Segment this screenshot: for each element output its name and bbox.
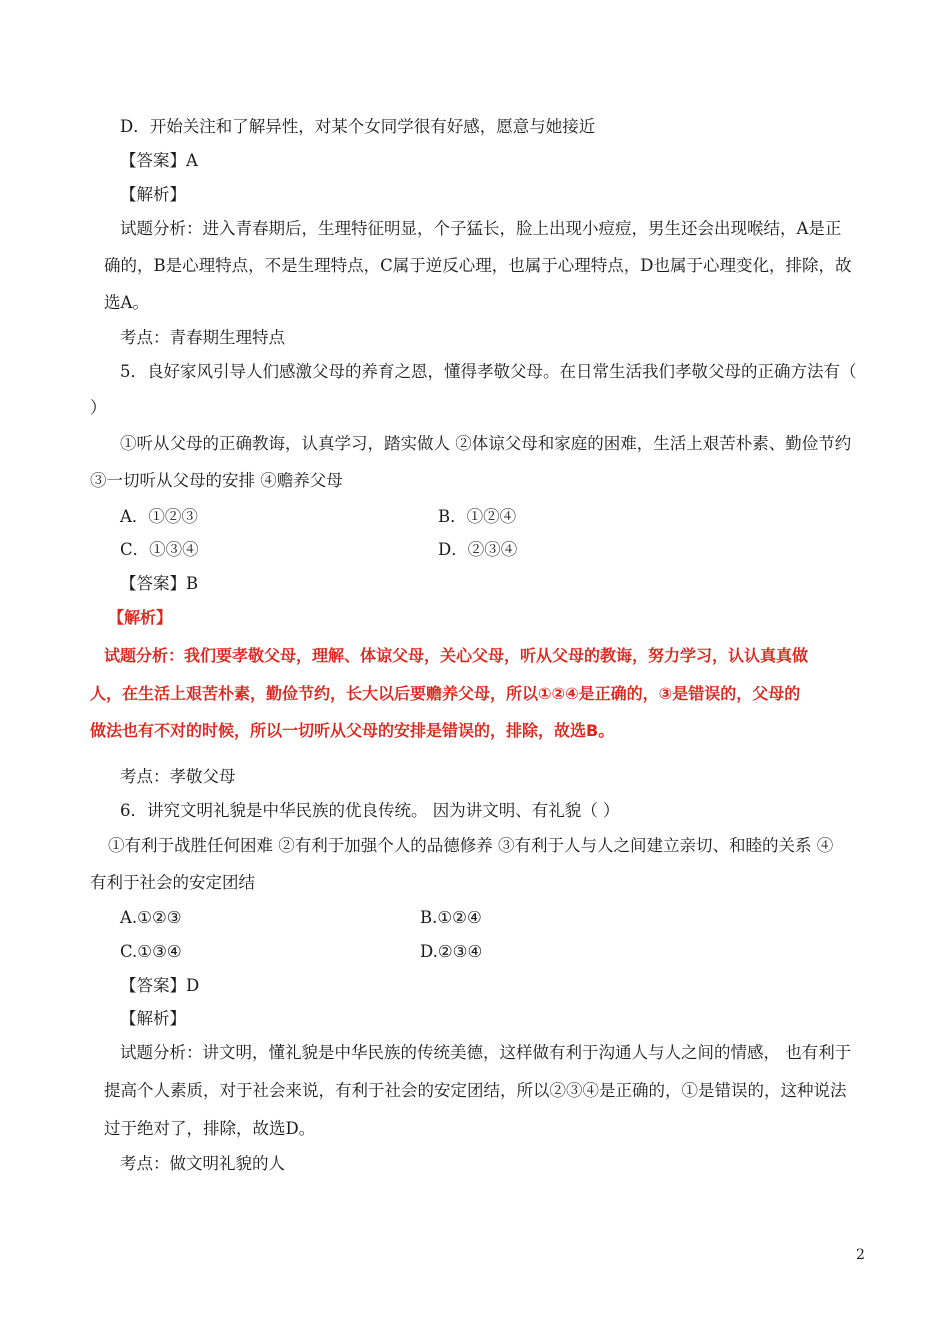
q5-analysis-heading: 【解析】 — [108, 608, 173, 627]
q5-analysis-line: 试题分析：我们要孝敬父母，理解、体谅父母，关心父母，听从父母的教诲，努力学习，认认真真做 — [104, 646, 809, 665]
q6-option-c: C.①③④ — [120, 942, 182, 961]
q5-items-cont: ③一切听从父母的安排 ④赡养父母 — [90, 471, 343, 490]
q5-option-d: D．②③④ — [438, 540, 518, 559]
q4-analysis-line: 试题分析：进入青春期后，生理特征明显，个子猛长，脸上出现小痘痘，男生还会出现喉结，A是正 — [120, 219, 842, 238]
q5-kaodian: 考点：孝敬父母 — [120, 767, 236, 786]
q4-analysis-line: 选A。 — [104, 293, 149, 312]
q5-option-a: A．①②③ — [120, 507, 198, 526]
q6-analysis-line: 提高个人素质，对于社会来说，有利于社会的安定团结，所以②③④是正确的，①是错误的，这种说法 — [104, 1081, 847, 1100]
q6-items-cont: 有利于社会的安定团结 — [90, 873, 255, 892]
q5-option-c: C．①③④ — [120, 540, 199, 559]
q5-answer: 【答案】B — [120, 574, 199, 593]
q4-option-d: D．开始关注和了解异性，对某个女同学很有好感，愿意与她接近 — [120, 117, 596, 136]
q5-items: ①听从父母的正确教诲，认真学习，踏实做人 ②体谅父母和家庭的困难，生活上艰苦朴素、勤俭节约 — [120, 434, 852, 453]
q6-kaodian: 考点：做文明礼貌的人 — [120, 1154, 285, 1173]
q5-analysis-line: 做法也有不对的时候，所以一切听从父母的安排是错误的，排除，故选B。 — [90, 721, 615, 740]
q4-analysis-line: 确的，B是心理特点，不是生理特点，C属于逆反心理，也属于心理特点，D也属于心理变化，排除，故 — [104, 256, 852, 275]
q6-option-b: B.①②④ — [420, 908, 482, 927]
q6-analysis-line: 过于绝对了，排除，故选D。 — [104, 1119, 316, 1138]
q6-analysis-heading: 【解析】 — [120, 1009, 186, 1028]
q6-option-a: A.①②③ — [120, 908, 182, 927]
q5-stem: 5．良好家风引导人们感激父母的养育之恩，懂得孝敬父母。在日常生活我们孝敬父母的正确方法有（ — [120, 362, 857, 381]
page-number: 2 — [856, 1247, 865, 1263]
q4-answer: 【答案】A — [120, 151, 198, 170]
q4-kaodian: 考点：青春期生理特点 — [120, 328, 285, 347]
q6-answer: 【答案】D — [120, 976, 200, 995]
q5-analysis-line: 人，在生活上艰苦朴素，勤俭节约，长大以后要赡养父母，所以①②④是正确的，③是错误的，父母的 — [90, 684, 801, 703]
q4-analysis-heading: 【解析】 — [120, 185, 186, 204]
q5-option-b: B．①②④ — [438, 507, 517, 526]
q6-analysis-line: 试题分析：讲文明，懂礼貌是中华民族的传统美德，这样做有利于沟通人与人之间的情感， 也有利于 — [120, 1043, 852, 1062]
q6-items: ①有利于战胜任何困难 ②有利于加强个人的品德修养 ③有利于人与人之间建立亲切、和睦的关系 ④ — [108, 836, 834, 855]
q6-option-d: D.②③④ — [420, 942, 483, 961]
q5-stem-cont: ） — [90, 398, 107, 417]
q6-stem: 6．讲究文明礼貌是中华民族的优良传统。 因为讲文明、有礼貌（ ） — [120, 801, 620, 820]
